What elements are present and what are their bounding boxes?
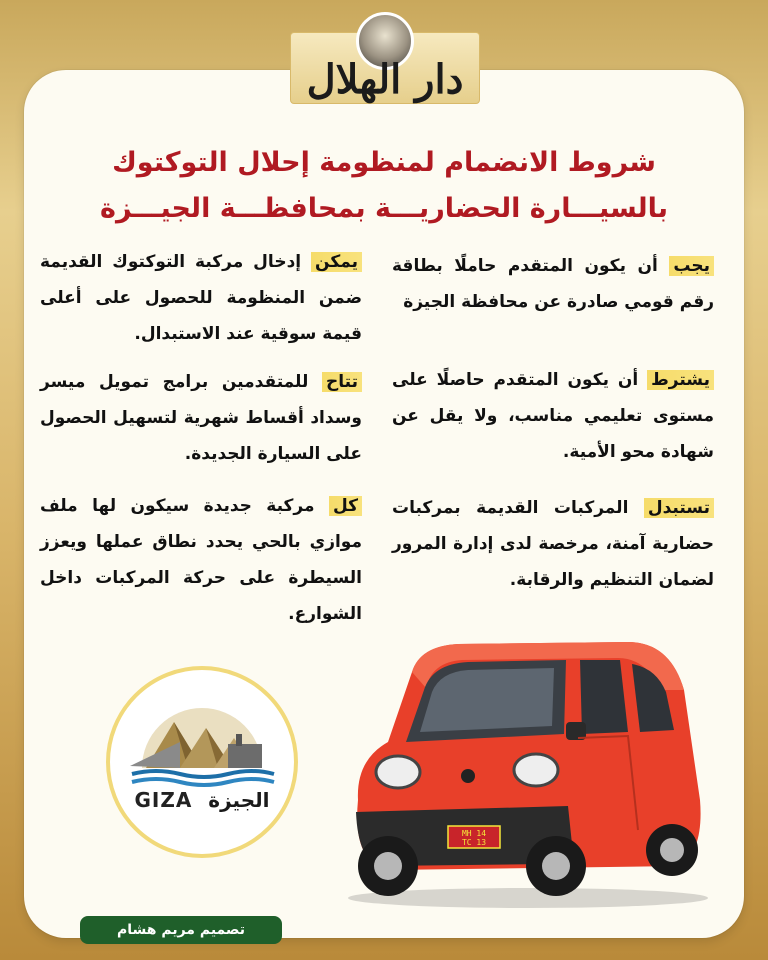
pyramids-emblem-icon (110, 670, 294, 854)
condition-left-1 (40, 244, 362, 352)
condition-lead: تستبدل (644, 498, 714, 518)
plate-line-2: TC 13 (461, 838, 487, 847)
condition-lead: يشترط (647, 370, 714, 390)
condition-left-2 (40, 364, 362, 472)
red-car-icon (328, 630, 718, 912)
condition-lead: كل (329, 496, 362, 516)
title-line-2: بالسيـــارة الحضاريـــة بمحافظـــة الجيـــزة (100, 193, 668, 224)
condition-text: إدخال مركبة التوكتوك القديمة ضمن المنظومة للحصول على أعلى قيمة سوقية عند الاستبدال. (40, 252, 362, 344)
giza-label-ar: الجيزة (208, 788, 270, 812)
giza-label-en: GIZA (134, 788, 193, 812)
condition-text: أن يكون المتقدم حاملًا بطاقة رقم قومي صادرة عن محافظة الجيزة (392, 256, 714, 312)
brand-logo (270, 10, 500, 110)
condition-right-1 (392, 248, 714, 320)
condition-left-3 (40, 488, 362, 632)
condition-text: أن يكون المتقدم حاصلًا على مستوى تعليمي مناسب، ولا يقل عن شهادة محو الأمية. (392, 370, 714, 462)
condition-lead: يمكن (311, 252, 362, 272)
page-title (60, 140, 708, 232)
qute-car-image (328, 630, 718, 912)
plate-line-1: MH 14 (461, 829, 487, 838)
giza-governorate-logo (106, 666, 298, 858)
condition-text: مركبة جديدة سيكون لها ملف موازي بالحي يحدد نطاق عملها ويعزز السيطرة على حركة المركبات داخل الشوارع. (40, 496, 362, 624)
designer-credit: تصميم مريم هشام (80, 916, 282, 944)
condition-right-3 (392, 490, 714, 598)
condition-lead: تتاح (322, 372, 362, 392)
brand-name: دار الهلال (306, 56, 464, 103)
condition-text: المركبات القديمة بمركبات حضارية آمنة، مرخصة لدى إدارة المرور لضمان التنظيم والرقابة. (392, 498, 714, 590)
title-line-1: شروط الانضمام لمنظومة إحلال التوكتوك (112, 147, 656, 178)
condition-text: للمتقدمين برامج تمويل ميسر وسداد أقساط شهرية لتسهيل الحصول على السيارة الجديدة. (40, 372, 362, 464)
giza-logo-label (110, 788, 294, 812)
condition-right-2 (392, 362, 714, 470)
condition-lead: يجب (669, 256, 714, 276)
